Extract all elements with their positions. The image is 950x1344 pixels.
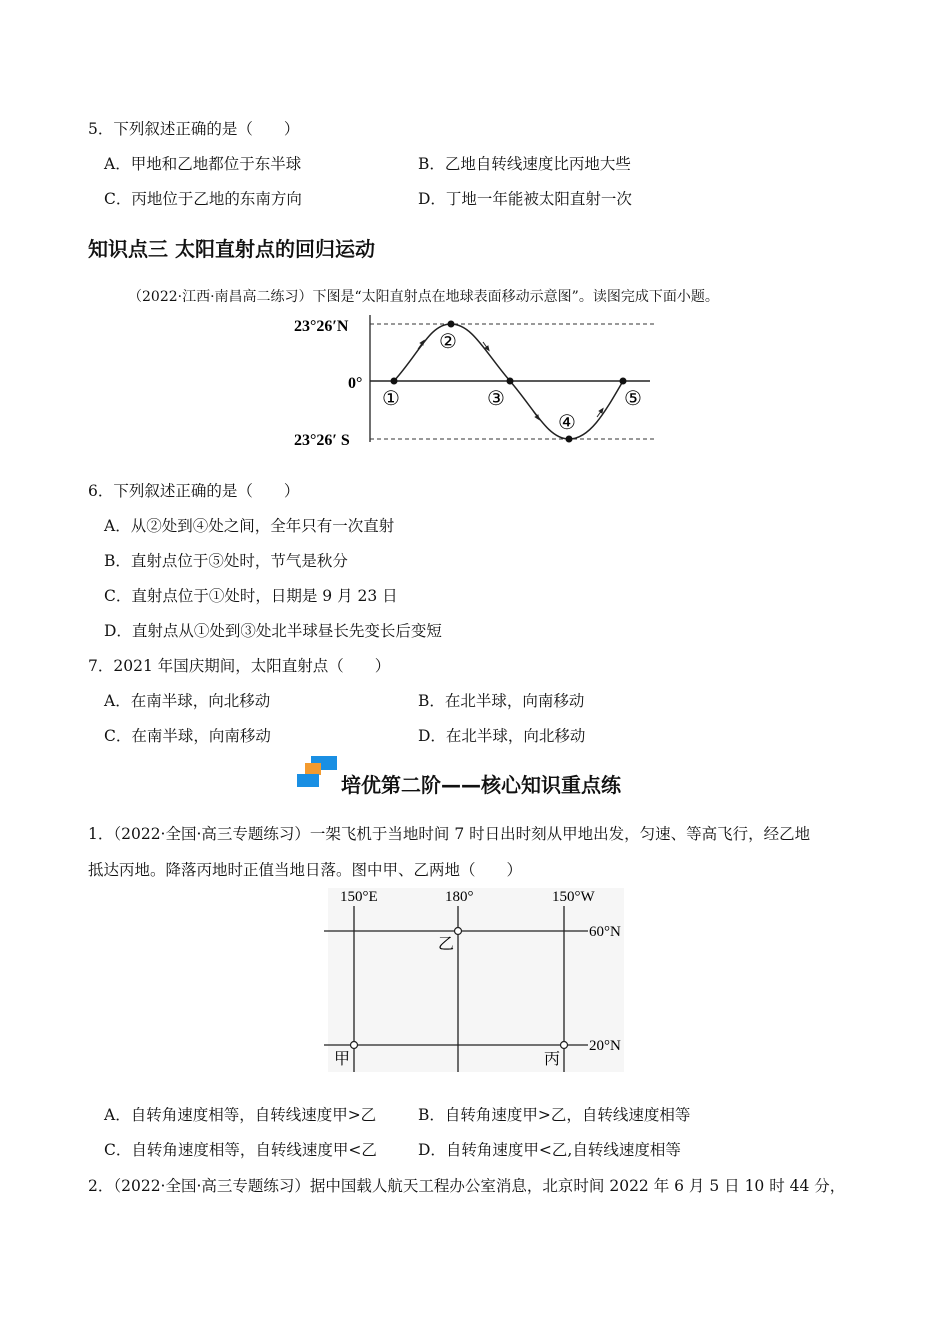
- q5-option-c: C．丙地位于乙地的东南方向: [104, 190, 302, 208]
- q7-option-a: A．在南半球，向北移动: [104, 692, 271, 710]
- place-bing-label: 丙: [544, 1051, 561, 1068]
- stage2-title: 培优第二阶——核心知识重点练: [341, 773, 621, 797]
- q7-stem: 7．2021 年国庆期间，太阳直射点（ ）: [88, 657, 391, 675]
- place-yi-label: 乙: [438, 936, 455, 953]
- q6-option-d: D．直射点从①处到③处北半球昼长先变长后变短: [104, 622, 442, 640]
- q7-option-b: B．在北半球，向南移动: [418, 692, 585, 710]
- q5-stem: 5．下列叙述正确的是（ ）: [88, 120, 300, 138]
- lat-label-60n: 60°N: [589, 924, 621, 940]
- context-text: （2022·江西·南昌高二练习）下图是“太阳直射点在地球表面移动示意图”。读图完成下面小题。: [128, 289, 719, 305]
- arrow-3: [533, 411, 538, 418]
- p1-option-a: A．自转角速度相等，自转线速度甲>乙: [104, 1106, 377, 1124]
- q6-option-b: B．直射点位于⑤处时，节气是秋分: [104, 552, 348, 570]
- lat-south-label: 23°26′ S: [294, 432, 350, 449]
- q6-option-c: C．直射点位于①处时，日期是 9 月 23 日: [104, 587, 398, 605]
- point-3-dot: [507, 378, 514, 385]
- lat-north-label: 23°26′N: [294, 318, 349, 335]
- point-3-label: ③: [487, 388, 505, 410]
- p1-option-d: D．自转角速度甲<乙,自转线速度相等: [418, 1141, 681, 1159]
- point-2-label: ②: [439, 331, 457, 353]
- q6-stem: 6．下列叙述正确的是（ ）: [88, 482, 300, 500]
- point-4-dot: [566, 436, 573, 443]
- point-5-dot: [620, 378, 627, 385]
- q5-option-a: A．甲地和乙地都位于东半球: [104, 155, 302, 173]
- p1-line1: 1．（2022·全国·高三专题练习）一架飞机于当地时间 7 时日出时刻从甲地出发，匀速、等高飞行，经乙地: [88, 825, 811, 843]
- q6-option-a: A．从②处到④处之间，全年只有一次直射: [104, 517, 395, 535]
- lat-lon-grid-map: [320, 884, 640, 1074]
- point-1-dot: [391, 378, 398, 385]
- point-1-label: ①: [382, 388, 400, 410]
- point-4-label: ④: [558, 412, 576, 434]
- q7-option-c: C．在南半球，向南移动: [104, 727, 271, 745]
- lat-label-20n: 20°N: [589, 1038, 621, 1054]
- place-jia-label: 甲: [334, 1051, 351, 1068]
- place-yi-marker: [455, 928, 462, 935]
- q7-option-d: D．在北半球，向北移动: [418, 727, 586, 745]
- p2-line1: 2．（2022·全国·高三专题练习）据中国载人航天工程办公室消息，北京时间 2022 年 6 月 5 日 10 时 44 分，: [88, 1177, 846, 1195]
- p1-option-c: C．自转角速度相等，自转线速度甲<乙: [104, 1141, 377, 1159]
- q5-option-b: B．乙地自转线速度比丙地大些: [418, 155, 631, 173]
- lon-label-180: 180°: [445, 889, 474, 905]
- p1-line2: 抵达丙地。降落丙地时正值当地日落。图中甲、乙两地（ ）: [88, 861, 523, 879]
- point-5-label: ⑤: [624, 388, 642, 410]
- lon-label-150e: 150°E: [340, 889, 378, 905]
- point-2-dot: [448, 321, 455, 328]
- p1-option-b: B．自转角速度甲>乙，自转线速度相等: [418, 1106, 691, 1124]
- blocks-icon: [297, 756, 341, 790]
- section-title: 知识点三 太阳直射点的回归运动: [88, 237, 375, 261]
- lat-zero-label: 0°: [348, 375, 363, 392]
- q5-option-d: D．丁地一年能被太阳直射一次: [418, 190, 632, 208]
- place-jia-marker: [351, 1042, 358, 1049]
- lon-label-150w: 150°W: [552, 889, 595, 905]
- place-bing-marker: [561, 1042, 568, 1049]
- sun-direct-point-diagram: [290, 312, 660, 452]
